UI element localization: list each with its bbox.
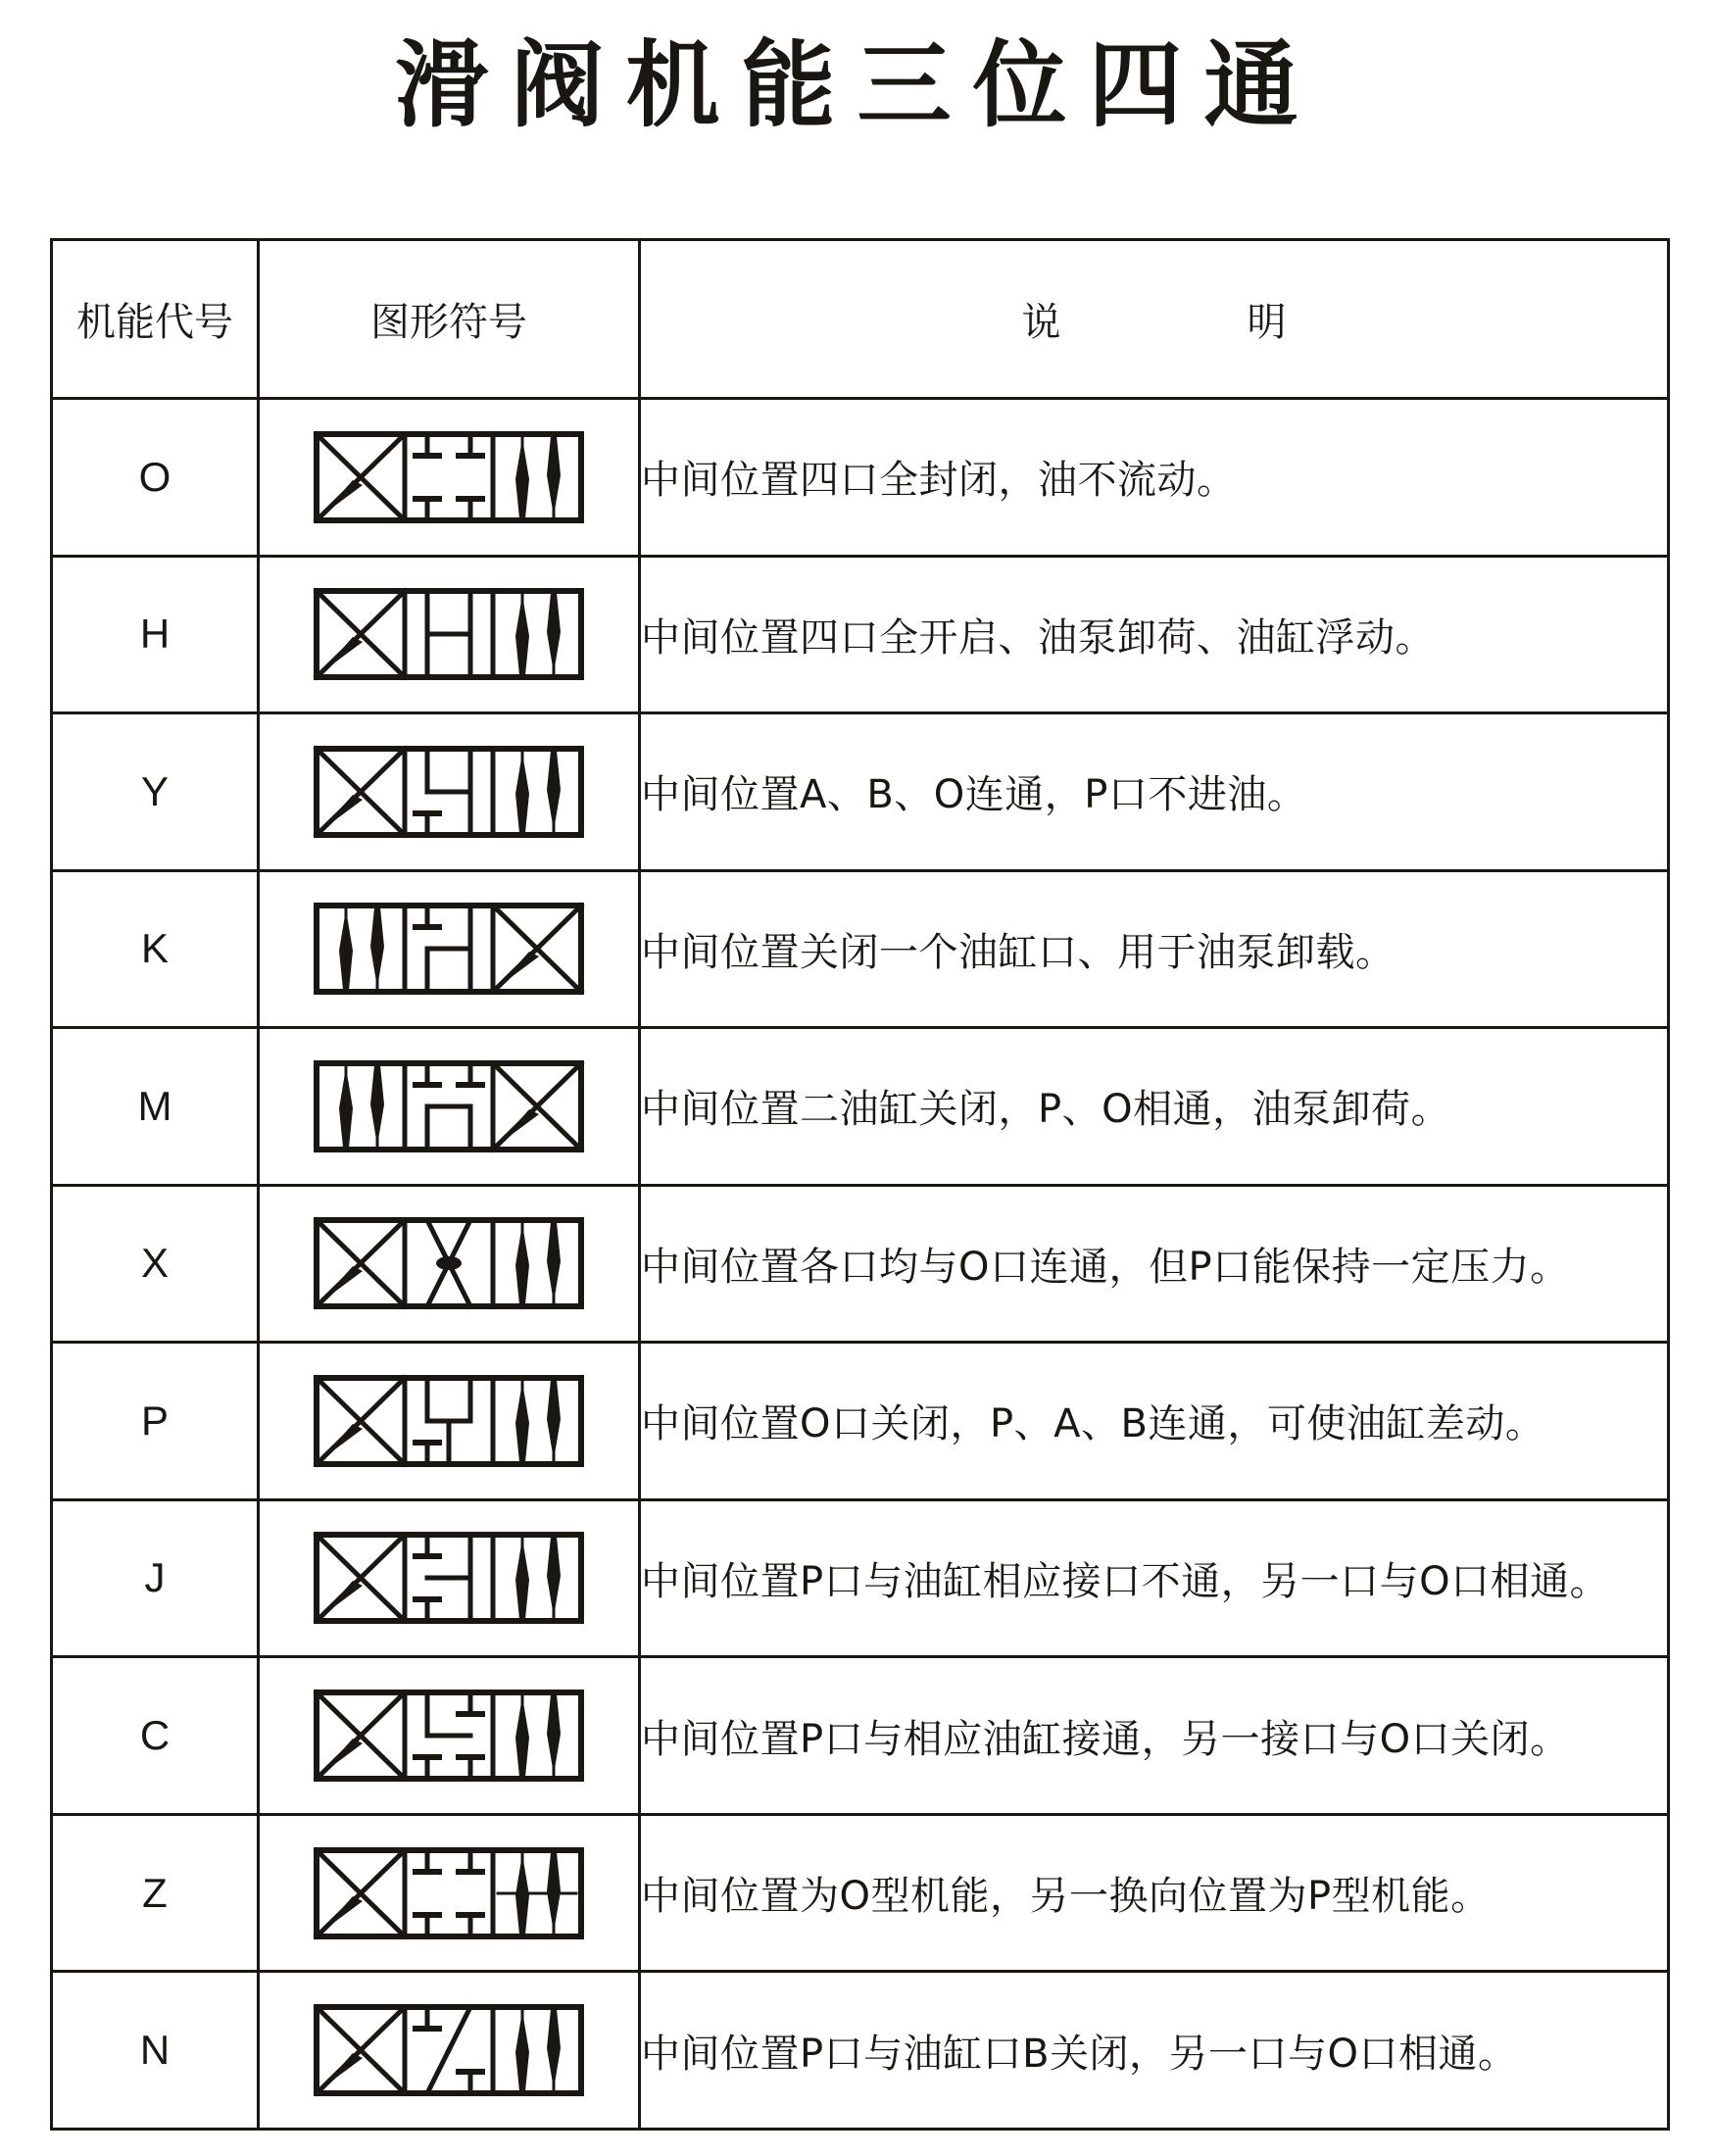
symbol-cell [259, 556, 640, 713]
table-row [52, 1499, 1669, 1657]
table-row [52, 399, 1669, 557]
table-row [52, 1657, 1669, 1815]
symbol-cell [259, 399, 640, 557]
symbol-cell [259, 1185, 640, 1343]
function-description: 中间位置四口全封闭，油不流动。 [640, 399, 1669, 557]
symbol-cell [259, 1657, 640, 1815]
symbol-cell [259, 870, 640, 1028]
function-description: 中间位置P口与相应油缸接通，另一接口与O口关闭。 [640, 1657, 1669, 1815]
table-header-row [52, 240, 1669, 399]
table-row [52, 1185, 1669, 1343]
table-row [52, 1343, 1669, 1500]
valve-H-icon [312, 583, 586, 685]
header-desc-char-1: 说 [1021, 300, 1061, 345]
function-description: 中间位置为O型机能，另一换向位置为P型机能。 [640, 1814, 1669, 1972]
table-row [52, 713, 1669, 871]
header-description [640, 240, 1669, 399]
function-code: N [52, 1972, 259, 2130]
function-code: K [52, 870, 259, 1028]
valve-O-icon [312, 426, 586, 528]
symbol-cell [259, 1499, 640, 1657]
function-code: Y [52, 713, 259, 871]
header-symbol: 图形符号 [259, 240, 640, 399]
function-description: 中间位置四口全开启、油泵卸荷、油缸浮动。 [640, 556, 1669, 713]
table-row [52, 556, 1669, 713]
symbol-cell [259, 713, 640, 871]
function-description: 中间位置P口与油缸相应接口不通，另一口与O口相通。 [640, 1499, 1669, 1657]
valve-C-icon [312, 1685, 586, 1787]
function-code: Z [52, 1814, 259, 1972]
symbol-cell [259, 1028, 640, 1186]
header-code: 机能代号 [52, 240, 259, 399]
function-description: 中间位置O口关闭，P、A、B连通，可使油缸差动。 [640, 1343, 1669, 1500]
symbol-cell [259, 1343, 640, 1500]
function-code: M [52, 1028, 259, 1186]
valve-N-icon [312, 1999, 586, 2101]
valve-K-icon [312, 898, 586, 1000]
symbol-cell [259, 1972, 640, 2130]
table-row [52, 870, 1669, 1028]
valve-Y-icon [312, 741, 586, 843]
page-title: 滑阀机能三位四通 [394, 30, 1320, 140]
valve-P-icon [312, 1370, 586, 1472]
function-code: X [52, 1185, 259, 1343]
function-code: C [52, 1657, 259, 1815]
function-description: 中间位置P口与油缸口B关闭，另一口与O口相通。 [640, 1972, 1669, 2130]
valve-J-icon [312, 1527, 586, 1629]
function-description: 中间位置二油缸关闭，P、O相通，油泵卸荷。 [640, 1028, 1669, 1186]
function-description: 中间位置各口均与O口连通，但P口能保持一定压力。 [640, 1185, 1669, 1343]
function-code: H [52, 556, 259, 713]
symbol-cell [259, 1814, 640, 1972]
function-description: 中间位置关闭一个油缸口、用于油泵卸载。 [640, 870, 1669, 1028]
table-row [52, 1814, 1669, 1972]
valve-X-icon [312, 1212, 586, 1314]
function-code: P [52, 1343, 259, 1500]
function-description: 中间位置A、B、O连通，P口不进油。 [640, 713, 1669, 871]
header-desc-char-2: 明 [1247, 300, 1287, 345]
valve-M-icon [312, 1055, 586, 1157]
valve-Z-icon [312, 1842, 586, 1944]
function-code: J [52, 1499, 259, 1657]
valve-function-table [50, 238, 1670, 2131]
table-row [52, 1028, 1669, 1186]
table-row [52, 1972, 1669, 2130]
function-code: O [52, 399, 259, 557]
